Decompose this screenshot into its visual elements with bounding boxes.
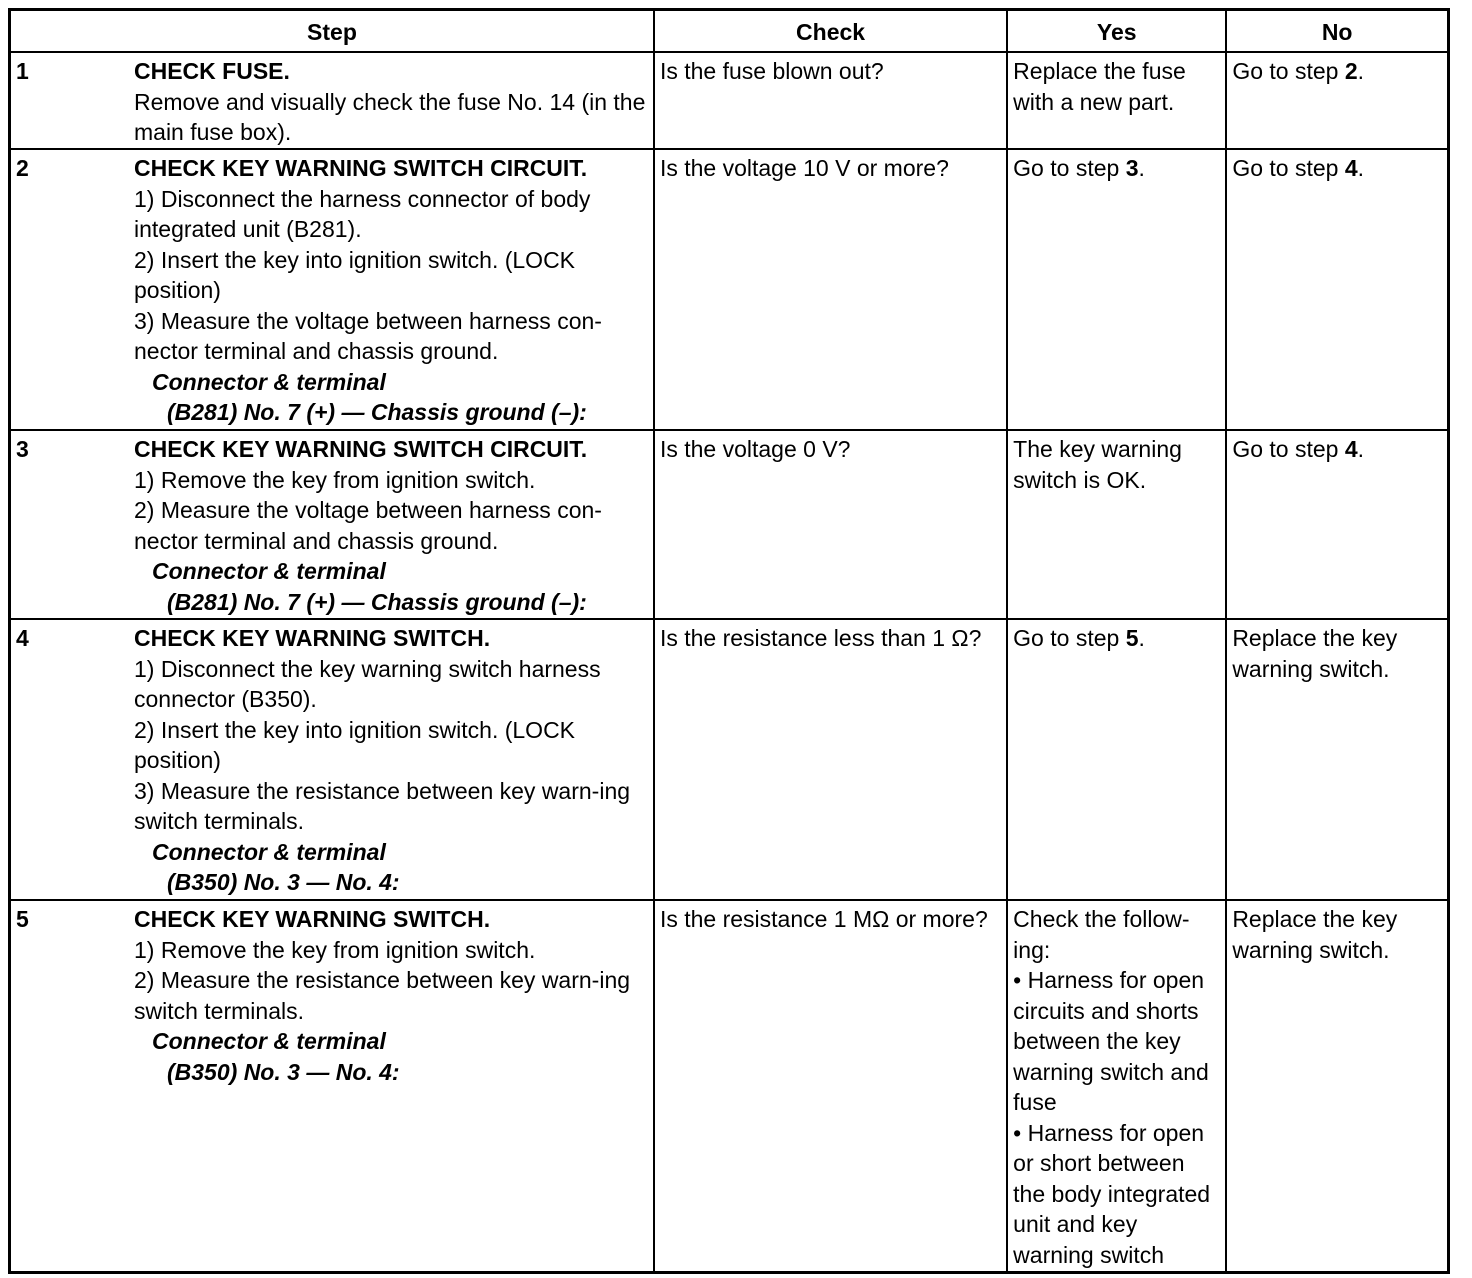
connector-label: Connector & terminal <box>152 368 386 395</box>
table-row <box>10 619 1449 900</box>
step-instruction: 3) Measure the voltage between harness con-nector terminal and chassis ground. <box>134 307 602 364</box>
step-instruction: 3) Measure the resistance between key warn-ing switch terminals. <box>134 777 631 834</box>
yes-cell <box>1007 619 1226 900</box>
check-cell: Is the resistance less than 1 Ω? <box>654 619 1007 900</box>
yes-text: Go to step <box>1013 625 1126 651</box>
yes-text: Go to step <box>1013 155 1126 181</box>
connector-value: (B281) No. 7 (+) — Chassis ground (–): <box>167 588 587 615</box>
table-row <box>10 52 1449 149</box>
no-step-ref: 4 <box>1344 436 1358 462</box>
table-row <box>10 900 1449 1273</box>
yes-step-ref: 3 <box>1125 155 1139 181</box>
no-suffix: . <box>1357 58 1365 84</box>
no-step-ref: 2 <box>1344 58 1358 84</box>
yes-cell <box>1007 149 1226 430</box>
connector-label: Connector & terminal <box>152 838 386 865</box>
no-cell: Replace the key warning switch. <box>1226 619 1448 900</box>
step-cell <box>10 619 654 900</box>
step-instruction: 1) Disconnect the key warning switch harness connector (B350). <box>134 655 601 712</box>
yes-bullet: • Harness for open circuits and shorts between the key warning switch and fuse <box>1013 967 1209 1115</box>
step-number: 5 <box>16 906 29 932</box>
yes-bullet: • Harness for open or short between the body integrated unit and key warning switch <box>1013 1119 1211 1268</box>
no-cell <box>1226 52 1448 149</box>
step-instruction: 2) Measure the voltage between harness con-nector terminal and chassis ground. <box>134 497 602 554</box>
step-instruction: 1) Remove the key from ignition switch. <box>134 936 536 963</box>
step-cell <box>10 149 654 430</box>
no-step-ref: 4 <box>1344 155 1358 181</box>
yes-intro: Check the follow-ing: <box>1013 906 1190 963</box>
header-yes: Yes <box>1007 10 1226 53</box>
step-title: CHECK FUSE. <box>134 58 290 84</box>
yes-suffix: . <box>1138 625 1145 651</box>
header-check: Check <box>654 10 1007 53</box>
no-cell <box>1226 430 1448 619</box>
step-title: CHECK KEY WARNING SWITCH CIRCUIT. <box>134 155 588 181</box>
check-cell: Is the voltage 0 V? <box>654 430 1007 619</box>
step-instruction: 2) Insert the key into ignition switch. (LOCK position) <box>134 246 576 303</box>
no-cell: Replace the key warning switch. <box>1226 900 1448 1273</box>
connector-value: (B281) No. 7 (+) — Chassis ground (–): <box>167 399 587 425</box>
yes-suffix: . <box>1138 155 1145 181</box>
table-header-row <box>10 10 1449 53</box>
check-cell: Is the fuse blown out? <box>654 52 1007 149</box>
step-instruction: 1) Remove the key from ignition switch. <box>134 466 536 493</box>
step-cell <box>10 430 654 619</box>
step-title: CHECK KEY WARNING SWITCH. <box>134 906 491 932</box>
yes-cell <box>1007 900 1226 1273</box>
check-cell: Is the resistance 1 MΩ or more? <box>654 900 1007 1273</box>
step-number: 3 <box>16 436 29 462</box>
header-no: No <box>1226 10 1448 53</box>
table-row <box>10 149 1449 430</box>
step-instruction: Remove and visually check the fuse No. 14 (in the main fuse box). <box>134 88 646 145</box>
connector-label: Connector & terminal <box>152 558 386 584</box>
step-instruction: 2) Measure the resistance between key warn-ing switch terminals. <box>134 967 631 1024</box>
yes-cell: The key warning switch is OK. <box>1007 430 1226 619</box>
no-suffix: . <box>1357 155 1365 181</box>
check-cell: Is the voltage 10 V or more? <box>654 149 1007 430</box>
step-instruction: 1) Disconnect the harness connector of body integrated unit (B281). <box>134 185 591 242</box>
step-title: CHECK KEY WARNING SWITCH CIRCUIT. <box>134 436 588 462</box>
connector-label: Connector & terminal <box>152 1028 386 1054</box>
step-instruction: 2) Insert the key into ignition switch. (LOCK position) <box>134 716 576 773</box>
yes-step-ref: 5 <box>1125 625 1139 651</box>
no-text: Go to step <box>1232 436 1345 462</box>
no-text: Go to step <box>1232 58 1345 84</box>
yes-cell: Replace the fuse with a new part. <box>1007 52 1226 149</box>
step-cell <box>10 52 654 149</box>
connector-value: (B350) No. 3 — No. 4: <box>167 869 400 895</box>
step-title: CHECK KEY WARNING SWITCH. <box>134 625 491 651</box>
diagnostic-table <box>8 8 1450 1274</box>
step-number: 2 <box>16 155 29 181</box>
no-text: Go to step <box>1232 155 1345 181</box>
connector-value: (B350) No. 3 — No. 4: <box>167 1058 400 1085</box>
no-cell <box>1226 149 1448 430</box>
header-step: Step <box>10 10 654 53</box>
step-number: 4 <box>16 625 29 651</box>
step-number: 1 <box>16 58 29 84</box>
step-cell <box>10 900 654 1273</box>
table-row <box>10 430 1449 619</box>
no-suffix: . <box>1357 436 1365 462</box>
